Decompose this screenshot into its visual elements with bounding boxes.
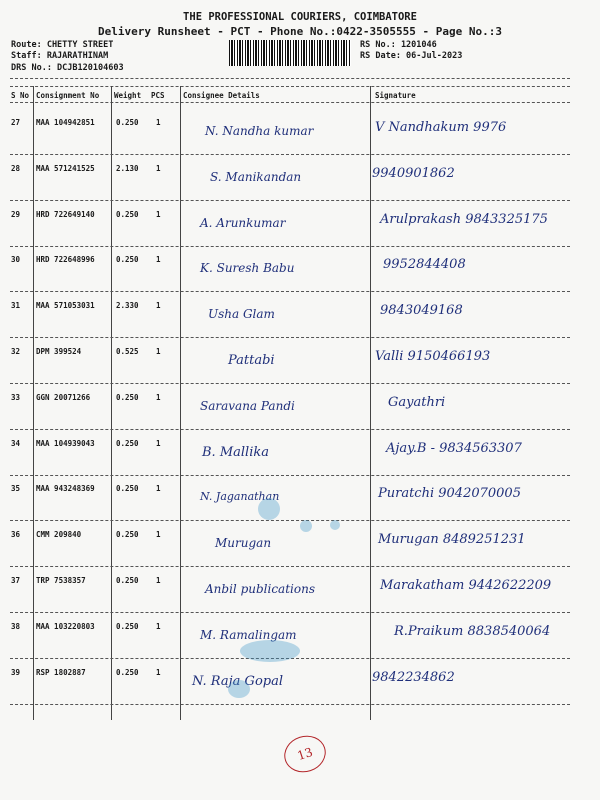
- row-signature: 9842234862: [372, 669, 455, 685]
- row-pcs: 1: [156, 347, 161, 356]
- row-signature: Marakatham 9442622209: [380, 578, 552, 593]
- row-consignee: K. Suresh Babu: [200, 261, 295, 276]
- row-weight: 0.250: [116, 118, 139, 127]
- row-weight: 0.250: [116, 255, 139, 265]
- row-weight: 2.330: [116, 301, 139, 311]
- row-sno: 31: [11, 301, 21, 311]
- divider: [10, 86, 570, 87]
- row-consignment: GGN 20071266: [36, 392, 91, 402]
- row-signature: Puratchi 9042070005: [378, 486, 521, 502]
- row-pcs: 1: [156, 484, 161, 494]
- row-consignment: MAA 571241525: [36, 163, 95, 173]
- row-weight: 2.130: [116, 163, 139, 173]
- row-consignee: Pattabi: [228, 353, 275, 368]
- barcode: [229, 40, 351, 66]
- row-divider: [10, 383, 570, 384]
- row-sno: 37: [11, 576, 21, 585]
- col-consignment: Consignment No: [36, 91, 100, 100]
- column-rule: [111, 86, 112, 720]
- drs-number: DRS No.: DCJB120104603: [11, 63, 124, 73]
- row-divider: [10, 154, 570, 155]
- ink-blot: [258, 498, 280, 520]
- row-pcs: 1: [156, 667, 161, 677]
- divider: [10, 102, 570, 103]
- row-sno: 35: [11, 484, 21, 494]
- row-weight: 0.250: [116, 576, 139, 585]
- staff-label: Staff: RAJARATHINAM: [11, 51, 109, 61]
- row-sno: 39: [11, 667, 21, 677]
- row-sno: 29: [11, 209, 21, 219]
- row-sno: 33: [11, 392, 21, 402]
- row-signature: Arulprakash 9843325175: [380, 211, 548, 227]
- row-weight: 0.250: [116, 209, 139, 219]
- row-pcs: 1: [156, 392, 161, 402]
- ink-blot: [240, 640, 300, 662]
- row-consignee: N. Raja Gopal: [192, 673, 283, 689]
- row-sno: 34: [11, 438, 21, 448]
- row-pcs: 1: [156, 530, 161, 540]
- row-divider: [10, 291, 570, 292]
- row-divider: [10, 704, 570, 705]
- row-divider: [10, 337, 570, 338]
- row-consignment: MAA 104942851: [36, 118, 95, 127]
- row-signature: Valli 9150466193: [375, 349, 491, 364]
- route-label: Route: CHETTY STREET: [11, 40, 114, 50]
- rs-date: RS Date: 06-Jul-2023: [360, 51, 463, 61]
- row-consignee: N. Nandha kumar: [205, 124, 314, 138]
- row-consignment: HRD 722648996: [36, 255, 95, 265]
- row-pcs: 1: [156, 438, 161, 448]
- company-title: THE PROFESSIONAL COURIERS, COIMBATORE: [183, 11, 417, 23]
- row-consignment: DPM 399524: [36, 347, 82, 356]
- row-pcs: 1: [156, 255, 161, 265]
- col-weight: Weight: [114, 91, 142, 100]
- row-sno: 38: [11, 621, 21, 631]
- row-signature: Ajay.B - 9834563307: [386, 440, 522, 456]
- row-consignment: CMM 209840: [36, 530, 82, 540]
- row-consignee: B. Mallika: [202, 444, 269, 460]
- row-sno: 36: [11, 530, 21, 540]
- row-sno: 27: [11, 118, 21, 127]
- row-pcs: 1: [156, 621, 161, 631]
- runsheet-subtitle: Delivery Runsheet - PCT - Phone No.:0422-3505555 - Page No.:3: [98, 25, 502, 38]
- row-sno: 32: [11, 347, 21, 356]
- row-consignment: MAA 103220803: [36, 621, 95, 631]
- rs-number: RS No.: 1201046: [360, 40, 437, 50]
- column-rule: [180, 86, 181, 720]
- row-signature: 9843049168: [380, 303, 463, 319]
- row-pcs: 1: [156, 118, 161, 127]
- row-signature: V Nandhakum 9976: [375, 120, 507, 135]
- row-divider: [10, 246, 570, 247]
- row-consignee: Anbil publications: [205, 582, 315, 596]
- row-weight: 0.250: [116, 392, 139, 402]
- row-consignee: N. Jaganathan: [200, 490, 280, 504]
- row-weight: 0.250: [116, 530, 139, 540]
- row-divider: [10, 566, 570, 567]
- col-consignee: Consignee Details: [183, 91, 260, 100]
- page-stamp: 13: [279, 730, 330, 777]
- column-rule: [370, 86, 371, 720]
- divider: [10, 78, 570, 79]
- ink-blot: [228, 680, 250, 698]
- row-weight: 0.525: [116, 347, 139, 356]
- row-divider: [10, 200, 570, 201]
- row-signature: 9952844408: [383, 257, 466, 273]
- row-signature: 9940901862: [372, 165, 455, 181]
- row-consignment: MAA 943248369: [36, 484, 95, 494]
- col-sno: S No: [11, 91, 30, 100]
- row-consignment: HRD 722649140: [36, 209, 95, 219]
- row-divider: [10, 520, 570, 521]
- ink-blot: [330, 520, 340, 530]
- row-sno: 30: [11, 255, 21, 265]
- row-weight: 0.250: [116, 438, 139, 448]
- ink-blot: [300, 520, 312, 532]
- row-consignee: M. Ramalingam: [200, 627, 297, 642]
- column-rule: [33, 86, 34, 720]
- row-pcs: 1: [156, 209, 161, 219]
- row-consignee: Usha Glam: [208, 307, 275, 322]
- col-signature: Signature: [375, 91, 416, 100]
- row-signature: Murugan 8489251231: [378, 532, 526, 548]
- row-consignment: MAA 104939043: [36, 438, 95, 448]
- col-pcs: PCS: [151, 91, 165, 100]
- row-divider: [10, 475, 570, 476]
- row-signature: R.Praikum 8838540064: [394, 623, 551, 639]
- row-consignee: S. Manikandan: [210, 169, 302, 184]
- row-consignee: A. Arunkumar: [200, 215, 286, 230]
- row-pcs: 1: [156, 163, 161, 173]
- row-consignment: TRP 7538357: [36, 576, 86, 585]
- row-weight: 0.250: [116, 484, 139, 494]
- row-divider: [10, 429, 570, 430]
- row-sno: 28: [11, 163, 21, 173]
- row-consignee: Murugan: [215, 536, 272, 551]
- row-signature: Gayathri: [388, 394, 446, 410]
- row-weight: 0.250: [116, 667, 139, 677]
- row-consignee: Saravana Pandi: [200, 398, 295, 413]
- row-weight: 0.250: [116, 621, 139, 631]
- row-divider: [10, 612, 570, 613]
- row-consignment: RSP 1802887: [36, 667, 86, 677]
- row-pcs: 1: [156, 576, 161, 585]
- row-pcs: 1: [156, 301, 161, 311]
- row-consignment: MAA 571053031: [36, 301, 95, 311]
